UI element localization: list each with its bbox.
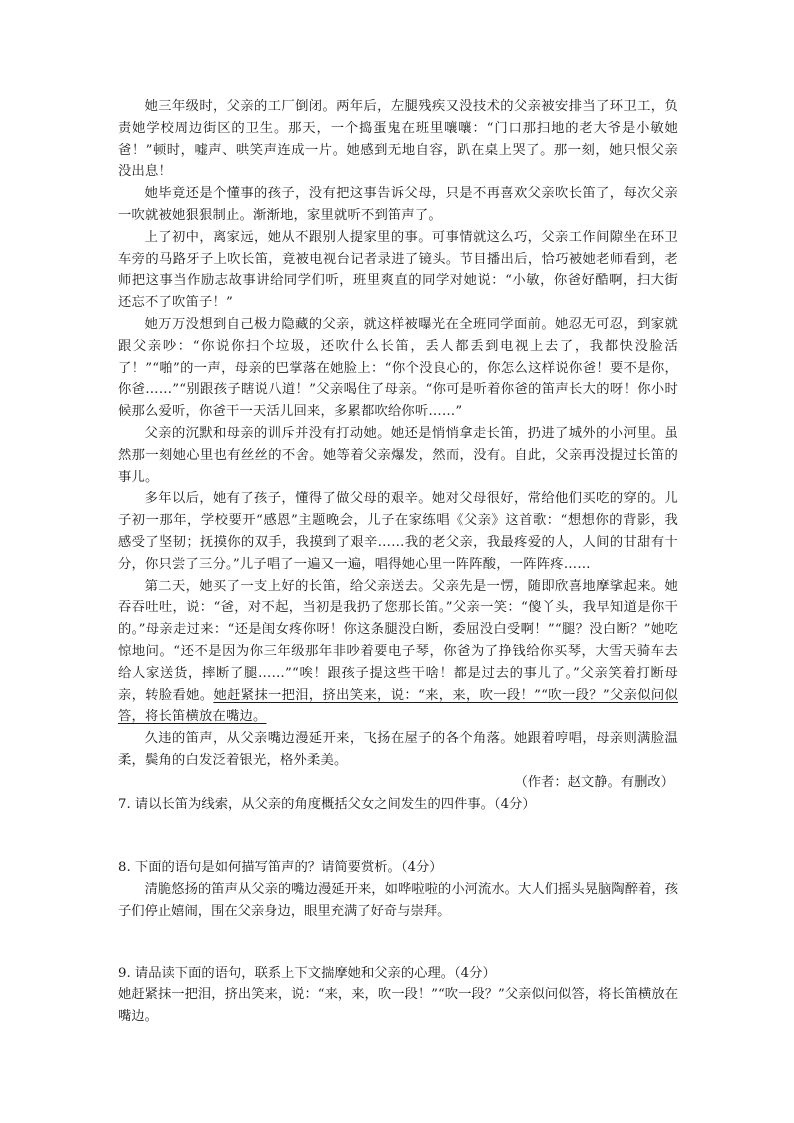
story-paragraph-5: 父亲的沉默和母亲的训斥并没有打动她。她还是悄悄拿走长笛，扔进了城外的小河里。虽然那一刻她心里也有丝丝的不舍。她等着父亲爆发，然而，没有。自此，父亲再没提过长笛的事儿。 xyxy=(118,425,678,485)
story-paragraph-1: 她三年级时，父亲的工厂倒闭。两年后，左腿残疾又没技术的父亲被安排当了环卫工，负责她学校周边街区的卫生。那天，一个捣蛋鬼在班里嚷嚷：“门口那扫地的老大爷是小敏她爸！”顿时，嘘声、哄笑声连成一片。她感到无地自容，趴在桌上哭了。那一刻，她只恨父亲没出息！ xyxy=(118,99,678,180)
story-paragraph-7 xyxy=(118,576,678,729)
question-8: 8. 下面的语句是如何描写笛声的？请简要赏析。（4分） xyxy=(118,860,443,876)
story-paragraph-3: 上了初中，离家远，她从不跟别人提家里的事。可事情就这么巧，父亲工作间隙坐在环卫车旁的马路牙子上吹长笛，竟被电视台记者录进了镜头。节目播出后，恰巧被她老师看到，老师把这事当作励志故事讲给同学们听，班里爽直的同学对她说：“小敏，你爸好酷啊，扫大街还忘不了吹笛子！” xyxy=(118,229,678,311)
question-8-quote: 清脆悠扬的笛声从父亲的嘴边漫延开来，如哗啦啦的小河流水。大人们摇头晃脑陶醉着，孩子们停止嬉闹，围在父亲身边，眼里充满了好奇与崇拜。 xyxy=(118,882,678,919)
answer-space-7 xyxy=(118,815,678,857)
question-9-quote: 她赶紧抹一把泪，挤出笑来，说：“来，来，吹一段！”“吹一段？”父亲似问似答，将长笛横放在嘴边。 xyxy=(118,987,678,1025)
underlined-sentence: 她赶紧抹一把泪，挤出笑来，说：“来，来，吹一段！”“吹一段？”父亲似问似答，将长笛横放在嘴边。 xyxy=(118,687,679,725)
story-paragraph-6: 多年以后，她有了孩子，懂得了做父母的艰辛。她对父母很好，常给他们买吃的穿的。儿子初一那年，学校要开“感恩”主题晚会，儿子在家练唱《父亲》这首歌：“想想你的背影，我感受了坚韧；抚摸你的双手，我摸到了艰辛……我的老父亲，我最疼爱的人，人间的甘甜有十分，你只尝了三分。”儿子唱了一遍又一遍，唱得她心里一阵阵酸，一阵阵疼…… xyxy=(118,491,678,572)
answer-space-8 xyxy=(118,923,678,963)
author-byline: （作者：赵文静。有删改） xyxy=(514,774,674,790)
story-paragraph-2: 她毕竟还是个懂事的孩子，没有把这事告诉父母，只是不再喜欢父亲吹长笛了，每次父亲一吹就被她狠狠制止。渐渐地，家里就听不到笛声了。 xyxy=(118,186,678,223)
question-7: 7. 请以长笛为线索，从父亲的角度概括父女之间发生的四件事。（4分） xyxy=(118,796,536,812)
story-paragraph-8: 久违的笛声，从父亲嘴边漫延开来，飞扬在屋子的各个角落。她跟着哼唱，母亲则满脸温柔，鬓角的白发泛着银光，格外柔美。 xyxy=(118,731,678,768)
document-page xyxy=(118,96,678,1028)
story-paragraph-7-text: 第二天，她买了一支上好的长笛，给父亲送去。父亲先是一愣，随即欣喜地摩挲起来。她吞吞吐吐，说：“爸，对不起，当初是我扔了您那长笛。”父亲一笑：“傻丫头，我早知道是你干的。”母亲走过来：“还是闺女疼你呀！你这条腿没白断，委屈没白受啊！”“腿？没白断？”她吃惊地问。“还不是因为你三年级那年非吵着要电子琴，你爸为了挣钱给你买琴，大雪天骑车去给人家送货，摔断了腿……”“唉！跟孩子提这些干啥！都是过去的事儿了。”父亲笑着打断母亲，转脸看她。 xyxy=(118,578,678,703)
story-paragraph-4: 她万万没想到自己极力隐藏的父亲，就这样被曝光在全班同学面前。她忍无可忍，到家就跟父亲吵：“你说你扫个垃圾，还吹什么长笛，丢人都丢到电视上去了，我都快没脸活了！”“啪”的一声，母亲的巴掌落在她脸上：“你个没良心的，你怎么这样说你爸！要不是你，你爸……”“别跟孩子瞎说八道！”父亲喝住了母亲。“你可是听着你爸的笛声长大的呀！你小时候那么爱听，你爸干一天活儿回来，多累都吹给你听……” xyxy=(118,316,678,420)
question-9: 9. 请品读下面的语句，联系上下文揣摩她和父亲的心理。（4分） xyxy=(118,965,496,981)
